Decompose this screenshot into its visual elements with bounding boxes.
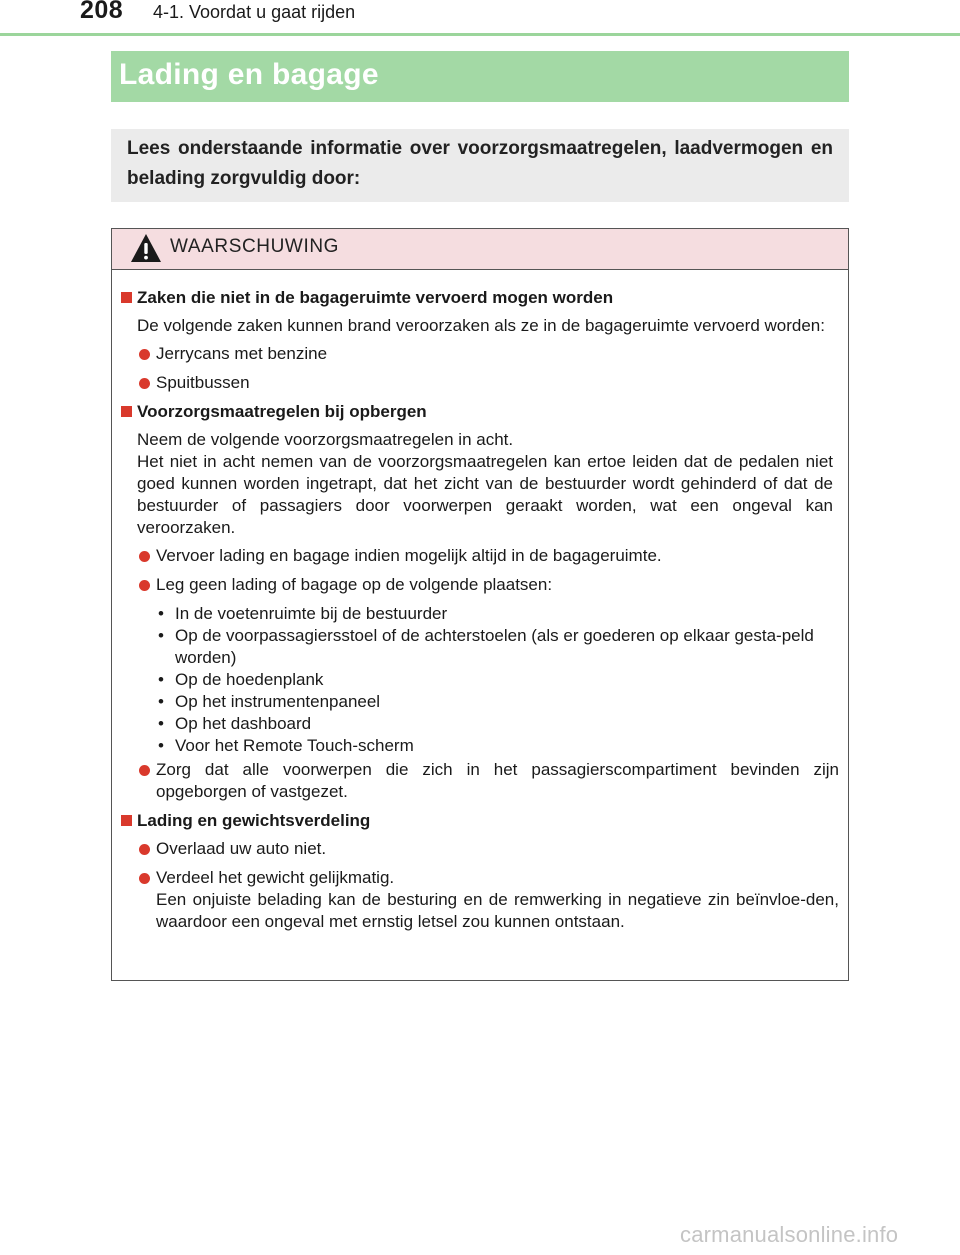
sub-bullet-dot: • (158, 736, 164, 755)
section-banner (111, 51, 849, 102)
sub-bullet-text: In de voetenruimte bij de bestuurder (175, 604, 448, 623)
bullet-continuation-text: Een onjuiste belading kan de besturing en de remwerking in negatieve zin beïnvloe-den, waardoor een ongeval met ernstig letsel zou kunnen ontstaan. (156, 890, 839, 931)
paragraph: De volgende zaken kunnen brand veroorzaken als ze in de bagageruimte vervoerd worden: (137, 316, 825, 335)
watermark: carmanualsonline.info (680, 1222, 899, 1247)
red-dot-icon (139, 844, 150, 855)
paragraph: Het niet in acht nemen van de voorzorgsmaatregelen kan ertoe leiden dat de pedalen niet goed kunnen worden ingetrapt, dat het zicht van de bestuurder wordt gehinderd of dat de bestuurder of passagiers door voorwerpen geraakt worden, wat een ongeval kan veroorzaken. (137, 452, 833, 537)
sub-bullet-item (156, 603, 833, 625)
warning-title: WAARSCHUWING (170, 236, 340, 257)
bullet-item (156, 759, 839, 803)
sub-bullet-item (156, 691, 833, 713)
sub-bullet-item (156, 735, 833, 757)
red-square-icon (121, 815, 132, 826)
bullet-text: Verdeel het gewicht gelijkmatig. (156, 868, 395, 887)
red-dot-icon (139, 378, 150, 389)
red-square-icon (121, 406, 132, 417)
red-square-icon (121, 292, 132, 303)
sub-bullet-item (156, 625, 833, 669)
section-heading-3 (112, 810, 848, 832)
red-dot-icon (139, 580, 150, 591)
warning-box (111, 228, 849, 981)
section-title: Lading en bagage (119, 58, 379, 91)
bullet-item (156, 545, 839, 567)
sub-bullet-dot: • (158, 692, 164, 711)
section-heading-1 (112, 287, 848, 309)
bullet-item (156, 574, 839, 596)
bullet-item (156, 343, 839, 365)
section-heading-1-text: Zaken die niet in de bagageruimte vervoerd mogen worden (137, 288, 614, 307)
sub-bullet-text: Voor het Remote Touch-scherm (175, 736, 414, 755)
red-dot-icon (139, 873, 150, 884)
sub-bullet-text: Op de hoedenplank (175, 670, 324, 689)
sub-bullet-dot: • (158, 604, 164, 623)
red-dot-icon (139, 765, 150, 776)
section-heading-2 (112, 401, 848, 423)
warning-content (112, 287, 848, 940)
bullet-text: Jerrycans met benzine (156, 344, 328, 363)
chapter-title: 4-1. Voordat u gaat rijden (153, 2, 356, 22)
header-rule (0, 33, 960, 36)
intro-text: Lees onderstaande informatie over voorzorgsmaatregelen, laadvermogen en belading zorgvuldig door: (127, 138, 833, 189)
bullet-text: Spuitbussen (156, 373, 250, 392)
bullet-text: Leg geen lading of bagage op de volgende plaatsen: (156, 575, 553, 594)
sub-bullet-dot: • (158, 626, 164, 645)
page-number: 208 (80, 0, 124, 24)
sub-bullet-text: Op de voorpassagiersstoel of de achterstoelen (als er goederen op elkaar gesta-peld worden) (175, 626, 814, 667)
sub-bullet-item (156, 713, 833, 735)
sub-bullet-list (156, 603, 848, 757)
bullet-text: Zorg dat alle voorwerpen die zich in het passagierscompartiment bevinden zijn opgeborgen of vastgezet. (156, 760, 839, 801)
red-dot-icon (139, 551, 150, 562)
bullet-item (156, 867, 839, 933)
sub-bullet-text: Op het dashboard (175, 714, 312, 733)
section-heading-2-text: Voorzorgsmaatregelen bij opbergen (137, 402, 427, 421)
sub-bullet-item (156, 669, 833, 691)
bullet-text: Overlaad uw auto niet. (156, 839, 327, 858)
sub-bullet-dot: • (158, 714, 164, 733)
bullet-item (156, 372, 839, 394)
section-heading-3-text: Lading en gewichtsverdeling (137, 811, 371, 830)
intro-box (111, 129, 849, 202)
bullet-item (156, 838, 839, 860)
bullet-text: Vervoer lading en bagage indien mogelijk altijd in de bagageruimte. (156, 546, 662, 565)
sub-bullet-dot: • (158, 670, 164, 689)
red-dot-icon (139, 349, 150, 360)
warning-triangle-icon (130, 233, 162, 263)
paragraph: Neem de volgende voorzorgsmaatregelen in acht. (137, 430, 514, 449)
sub-bullet-text: Op het instrumentenpaneel (175, 692, 381, 711)
warning-header (112, 229, 848, 270)
